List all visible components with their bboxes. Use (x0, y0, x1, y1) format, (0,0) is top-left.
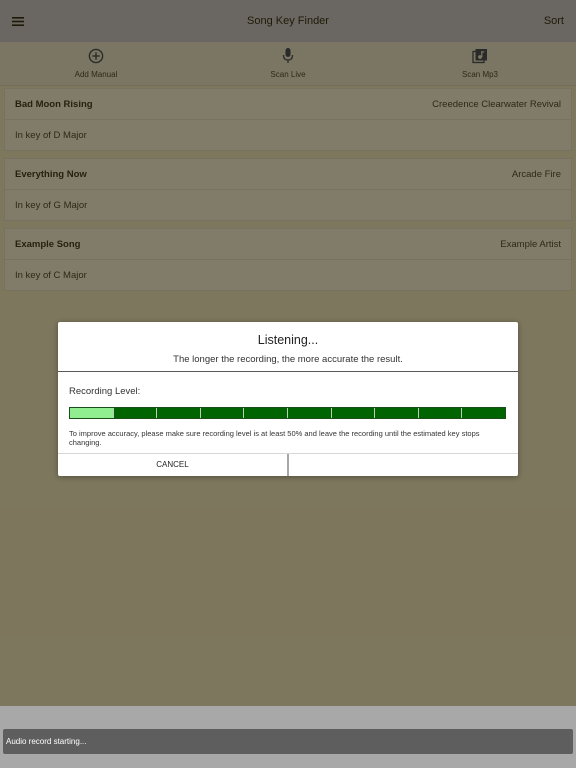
level-segment (114, 408, 158, 418)
accuracy-hint: To improve accuracy, please make sure recording level is at least 50% and leave the recording until the estimated key stops changing. (69, 429, 480, 447)
level-segment (201, 408, 245, 418)
dialog-divider (58, 371, 518, 372)
dialog-title: Listening... (257, 333, 319, 347)
dialog-subtitle: The longer the recording, the more accurate the result. (173, 354, 403, 365)
level-segment (244, 408, 288, 418)
level-segment (375, 408, 419, 418)
level-segment (419, 408, 463, 418)
snackbar (3, 729, 573, 754)
recording-level-label: Recording Level: (69, 386, 141, 397)
cancel-button[interactable]: CANCEL (156, 460, 189, 469)
dialog-actions (58, 453, 518, 476)
level-segment (462, 408, 505, 418)
snackbar-message: Audio record starting... (6, 737, 87, 746)
level-segment (288, 408, 332, 418)
listening-dialog (58, 322, 518, 476)
level-segment (70, 408, 114, 418)
secondary-action-button[interactable] (289, 454, 518, 476)
recording-level-meter (69, 407, 506, 419)
level-segment (332, 408, 376, 418)
level-segment (157, 408, 201, 418)
